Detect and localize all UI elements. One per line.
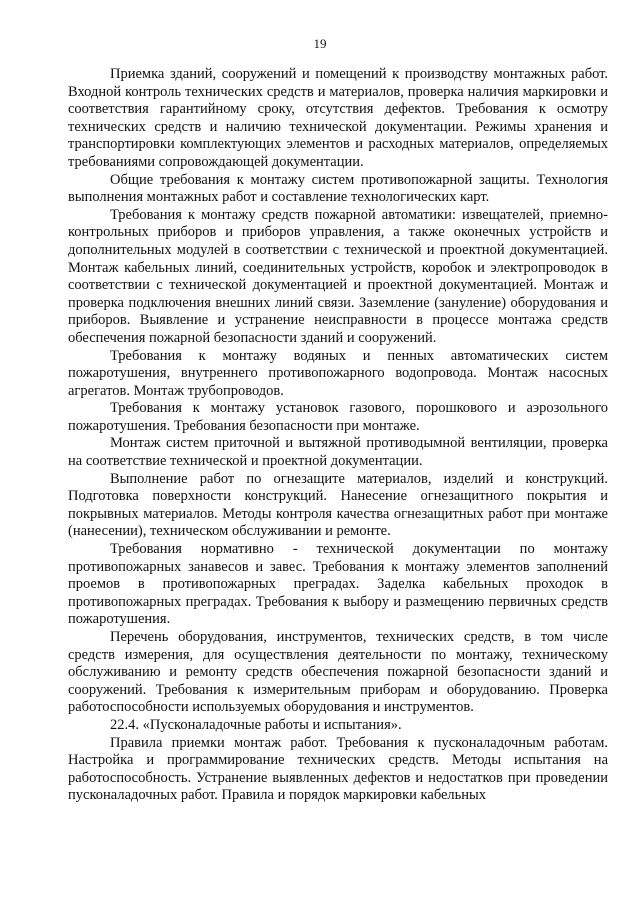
paragraph: Требования к монтажу водяных и пенных автоматических систем пожаротушения, внутреннего противопожарного водопровода. Монтаж насосных агрегатов. Монтаж трубопроводов. [68,347,608,399]
paragraph: Выполнение работ по огнезащите материалов, изделий и конструкций. Подготовка поверхности конструкций. Нанесение огнезащитного покрытия и покрывных материалов. Методы контроля качества огнезащитных работ при монтаже (нанесении), техническом обслуживании и ремонте. [68,470,608,540]
paragraph: Правила приемки монтаж работ. Требования к пусконаладочным работам. Настройка и программирование технических средств. Методы испытания на работоспособность. Устранение выявленных дефектов и недостатков при проведении пусконаладочных работ. Правила и порядок маркировки кабельных [68,734,608,804]
paragraph: Монтаж систем приточной и вытяжной противодымной вентиляции, проверка на соответствие технической и проектной документации. [68,435,608,470]
page-number: 19 [313,36,327,51]
body-text [68,66,608,805]
paragraph: Перечень оборудования, инструментов, технических средств, в том числе средств измерения, для осуществления деятельности по монтажу, техническому обслуживанию и ремонту средств обеспечения пожарной безопасности зданий и сооружений. Требования к измерительным приборам и оборудованию. Проверка работоспособности используемых оборудования и инструментов. [68,629,608,716]
section-heading: 22.4. «Пусконаладочные работы и испытания». [110,716,402,733]
paragraph: Приемка зданий, сооружений и помещений к производству монтажных работ. Входной контроль технических средств и материалов, проверка наличия маркировки и соответствия гарантийному сроку, отсутствия дефектов. Требования к осмотру технических средств и наличию технической документации. Режимы хранения и транспортировки комплектующих элементов и расходных материалов, определяемых требованиями сопровождающей документации. [68,66,608,170]
paragraph: Общие требования к монтажу систем противопожарной защиты. Технология выполнения монтажных работ и составление технологических карт. [68,171,608,206]
paragraph: Требования нормативно - технической документации по монтажу противопожарных занавесов и завес. Требования к монтажу элементов заполнений проемов в противопожарных преградах. Заделка кабельных проходок в противопожарных преградах. Требования к выбору и размещению первичных средств пожаротушения. [68,541,608,628]
paragraph: Требования к монтажу средств пожарной автоматики: извещателей, приемно-контрольных приборов и приборов управления, а также оконечных устройств и дополнительных модулей в соответствии с технической и проектной документацией. Монтаж кабельных линий, соединительных устройств, коробок и электропроводок в соответствии с технической документацией и проектной документацией. Монтаж и проверка подключения внешних линий связи. Заземление (зануление) оборудования и приборов. Выявление и устранение неисправности в процессе монтажа средств обеспечения пожарной безопасности зданий и сооружений. [68,206,608,346]
paragraph: Требования к монтажу установок газового, порошкового и аэрозольного пожаротушения. Требования безопасности при монтаже. [68,400,608,434]
